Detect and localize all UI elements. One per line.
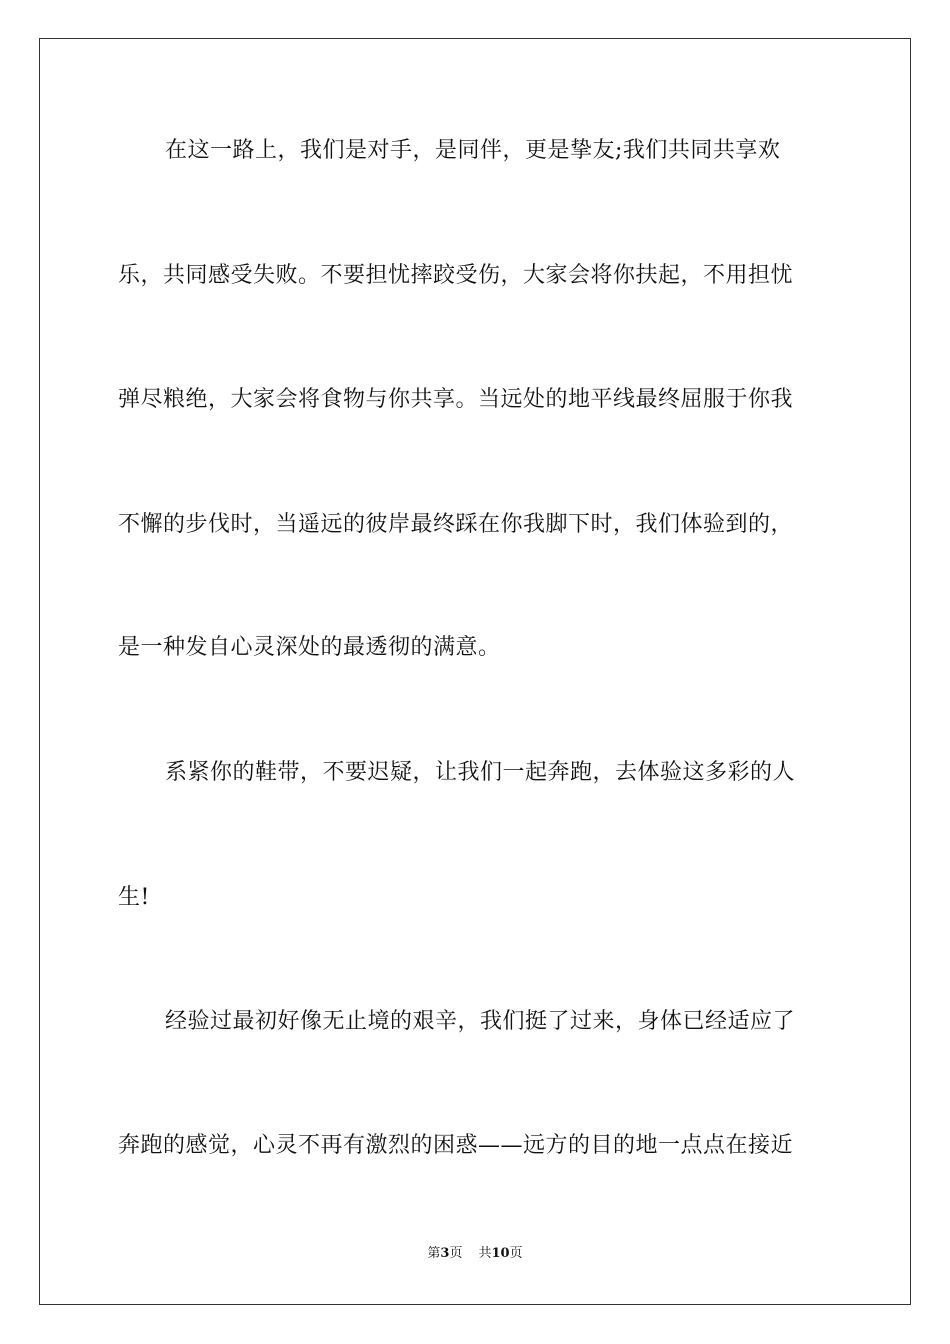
paragraph-3-line-2: 奔跑的感觉，心灵不再有激烈的困惑——远方的目的地一点点在接近 (118, 1133, 794, 1158)
paragraph-1-line-5: 是一种发自心灵深处的最透彻的满意。 (118, 635, 501, 660)
total-label-suffix: 页 (509, 1246, 523, 1261)
paragraph-2-line-2: 生! (118, 885, 150, 910)
page-footer (0, 1245, 950, 1263)
paragraph-2-line-1: 系紧你的鞋带，不要迟疑，让我们一起奔跑，去体验这多彩的人 (165, 760, 796, 785)
paragraph-1-line-3: 弹尽粮绝，大家会将食物与你共享。当远处的地平线最终屈服于你我 (118, 387, 794, 412)
paragraph-1-line-2: 乐，共同感受失败。不要担忧摔跤受伤，大家会将你扶起，不用担忧 (118, 263, 794, 288)
paragraph-1-line-4: 不懈的步伐时，当遥远的彼岸最终踩在你我脚下时，我们体验到的， (118, 512, 794, 537)
current-page-number: 3 (440, 1246, 450, 1261)
paragraph-1-line-1: 在这一路上，我们是对手，是同伴，更是挚友;我们共同共享欢 (165, 138, 781, 163)
page-border (39, 38, 911, 1305)
page-label-suffix: 页 (449, 1246, 463, 1261)
total-label-prefix: 共 (478, 1246, 492, 1261)
page-label-prefix: 第 (427, 1246, 441, 1261)
total-page-number: 10 (491, 1246, 510, 1261)
paragraph-3-line-1: 经验过最初好像无止境的艰辛，我们挺了过来，身体已经适应了 (165, 1009, 796, 1034)
